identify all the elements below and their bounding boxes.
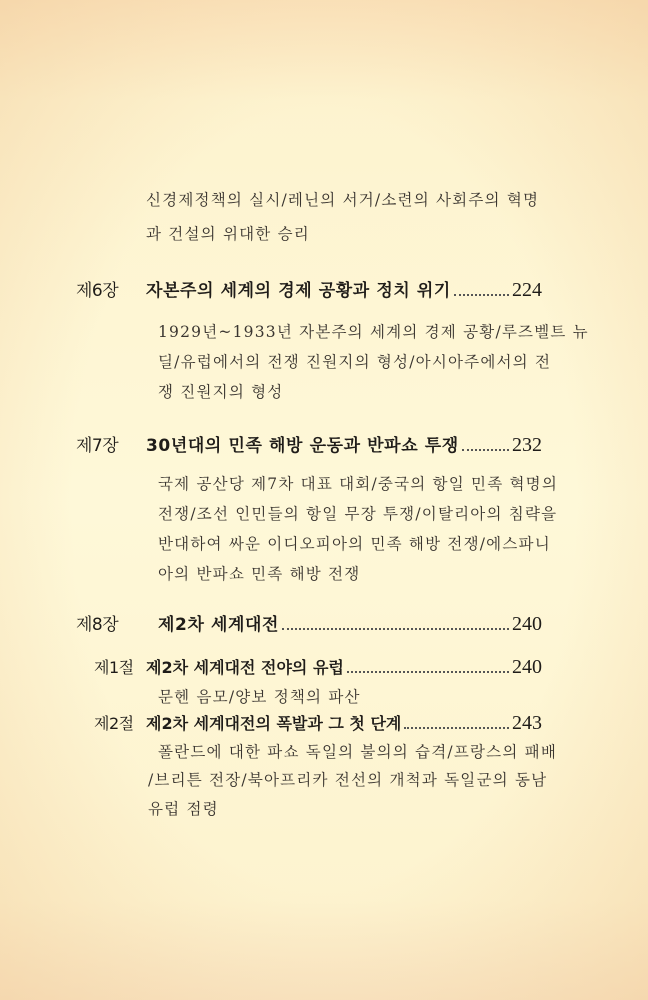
- chapter-label: 제7장: [76, 436, 119, 456]
- dot-leader: [347, 671, 509, 673]
- page-number: 224: [512, 279, 542, 301]
- section-summary-line: 폴란드에 대한 파쇼 독일의 불의의 습격/프랑스의 패배: [158, 743, 557, 761]
- toc-entry-section-1[interactable]: [94, 655, 542, 679]
- chapter-label: 제8장: [76, 615, 119, 635]
- chapter-title: 자본주의 세계의 경제 공황과 정치 위기: [146, 281, 451, 301]
- section-title: 제2차 세계대전 전야의 유럽: [146, 658, 344, 677]
- section-summary-line: /브리튼 전장/북아프리카 전선의 개척과 독일군의 동남: [148, 771, 548, 789]
- chapter-title: 30년대의 민족 해방 운동과 반파쇼 투쟁: [146, 436, 459, 456]
- toc-entry-chapter-6[interactable]: [76, 276, 542, 302]
- page-number: 243: [512, 712, 542, 734]
- section-title: 제2차 세계대전의 폭발과 그 첫 단계: [146, 714, 402, 733]
- chapter-summary-line: 쟁 진원지의 형성: [158, 383, 284, 401]
- toc-entry-chapter-8[interactable]: [76, 610, 542, 636]
- section-summary-line: 유럽 점령: [148, 800, 219, 818]
- dot-leader: [462, 449, 509, 451]
- dot-leader: [282, 628, 509, 630]
- page-number: 240: [512, 656, 542, 678]
- chapter-title: 제2차 세계대전: [158, 615, 280, 635]
- continued-summary-line-2: 과 건설의 위대한 승리: [146, 225, 310, 243]
- page-number: 240: [512, 613, 542, 635]
- chapter-summary-line: 국제 공산당 제7차 대표 대회/중국의 항일 민족 혁명의: [158, 475, 559, 493]
- section-summary-line: 문헨 음모/양보 정책의 파산: [158, 688, 361, 706]
- section-label: 제2절: [94, 714, 134, 733]
- toc-entry-chapter-7[interactable]: [76, 431, 542, 457]
- toc-entry-section-2[interactable]: [94, 711, 542, 735]
- section-label: 제1절: [94, 658, 134, 677]
- chapter-summary-line: 반대하여 싸운 이디오피아의 민족 해방 전쟁/에스파니: [158, 535, 551, 553]
- chapter-summary-line: 딜/유럽에서의 전쟁 진원지의 형성/아시아주에서의 전: [158, 353, 552, 371]
- chapter-label: 제6장: [76, 281, 119, 301]
- continued-summary-line-1: 신경제정책의 실시/레닌의 서거/소련의 사회주의 혁명: [146, 191, 540, 209]
- page-number: 232: [512, 434, 542, 456]
- dot-leader: [454, 294, 509, 296]
- chapter-summary-line: 아의 반파쇼 민족 해방 전쟁: [158, 565, 361, 583]
- chapter-summary-line: 1929년~1933년 자본주의 세계의 경제 공황/루즈벨트 뉴: [158, 323, 589, 341]
- chapter-summary-line: 전쟁/조선 인민들의 항일 무장 투쟁/이탈리아의 침략을: [158, 505, 558, 523]
- dot-leader: [404, 727, 509, 729]
